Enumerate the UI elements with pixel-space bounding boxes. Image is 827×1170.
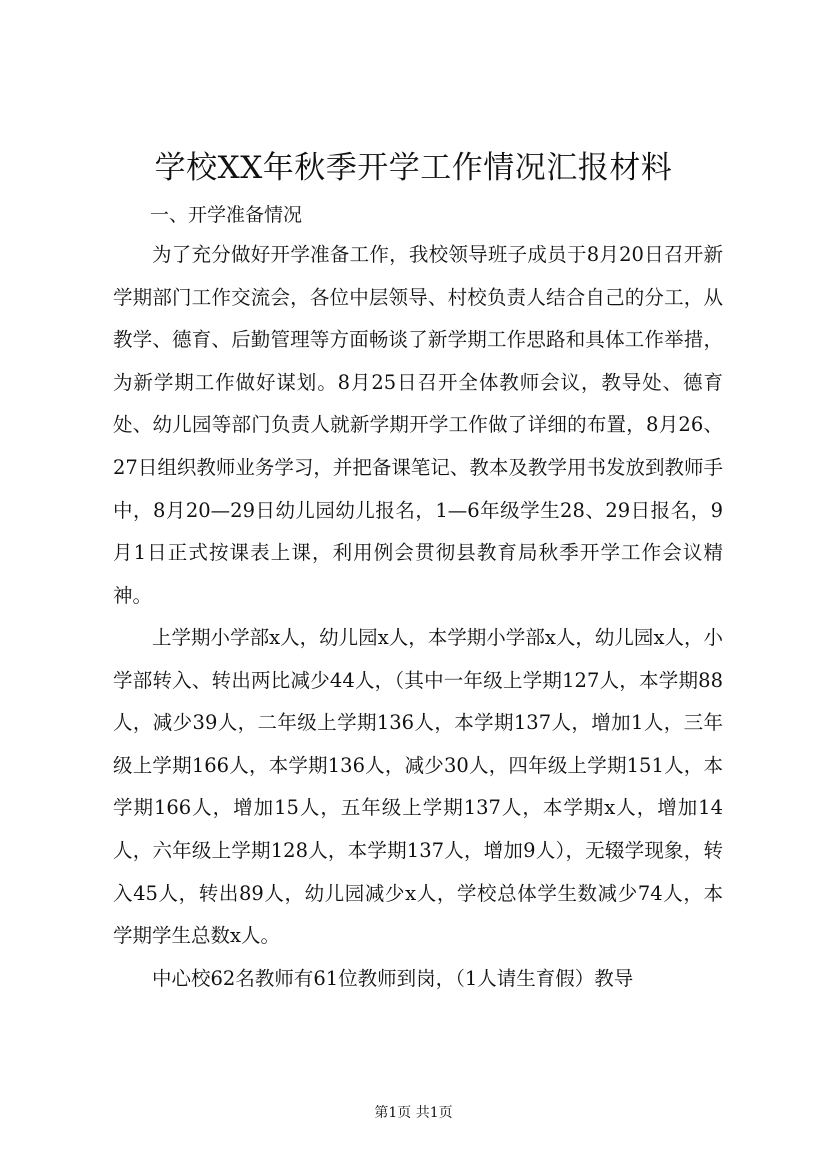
section-heading: 一、开学准备情况 [150, 204, 303, 226]
paragraph-teachers: 中心校62名教师有61位教师到岗，（1人请生育假）教导 [152, 967, 634, 990]
paragraph-preparation: 为了充分做好开学准备工作，我校领导班子成员于8月20日召开新学期部门工作交流会，各位中层领导、村校负责人结合自己的分工，从教学、德育、后勤管理等方面畅谈了新学期工作思路和具体工作举措，为新学期工作做好谋划。8月25日召开全体教师会议，教导处、德育处、幼儿园等部门负责人就新学期开学工作做了详细的布置，8月26、27日组织教师业务学习，并把备课笔记、教本及教学用书发放到教师手中，8月20—29日幼儿园幼儿报名，1—6年级学生28、29日报名，9月1日正式按课表上课，利用例会贯彻县教育局秋季开学工作会议精神。 [113, 243, 723, 607]
paragraph-enrollment: 上学期小学部x人，幼儿园x人，本学期小学部x人，幼儿园x人，小学部转入、转出两比减少44人，（其中一年级上学期127人，本学期88人，减少39人，二年级上学期136人，本学期137人，增加1人，三年级上学期166人，本学期136人，减少30人，四年级上学期151人，本学期166人，增加15人，五年级上学期137人，本学期x人，增加14人，六年级上学期128人，本学期137人，增加9人），无辍学现象，转入45人，转出89人，幼儿园减少x人，学校总体学生数减少74人，本学期学生总数x人。 [113, 626, 723, 948]
page-footer: 第1页 共1页 [374, 1105, 453, 1121]
document-title: 学校XX年秋季开学工作情况汇报材料 [154, 150, 673, 186]
